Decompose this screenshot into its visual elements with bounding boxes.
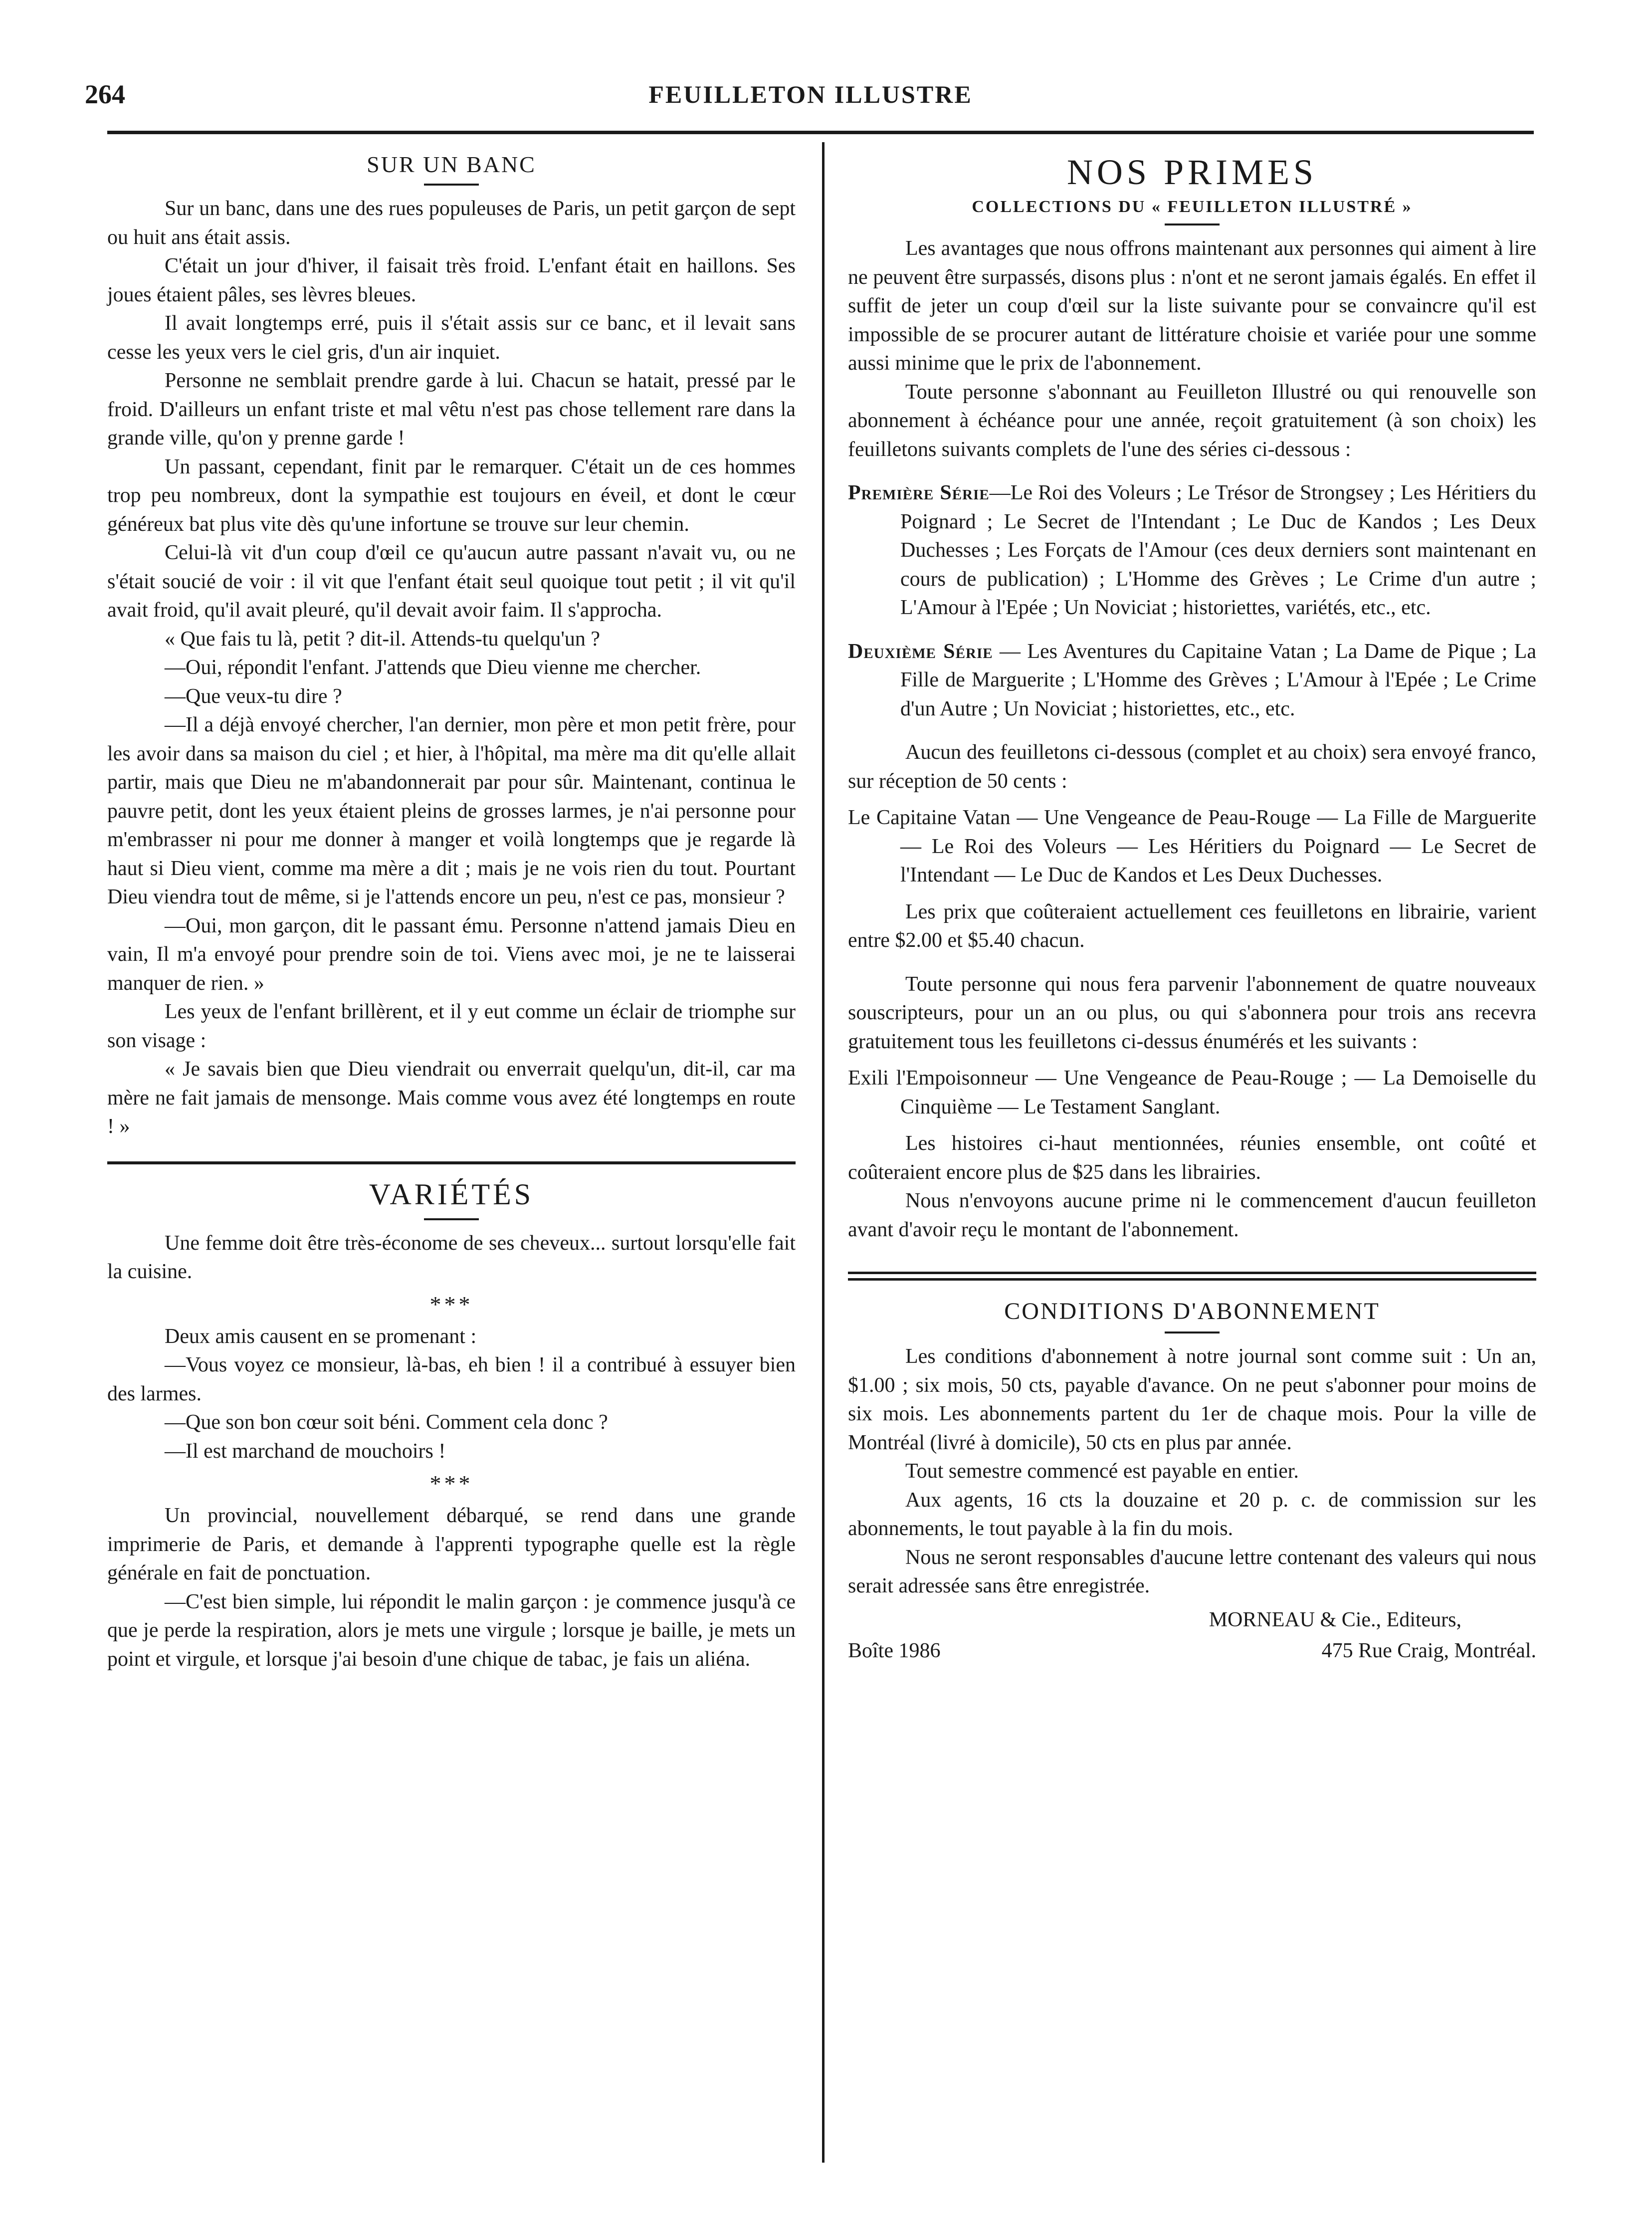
- left-column: [107, 145, 796, 1674]
- title-rule: [424, 1218, 479, 1220]
- title-rule: [424, 184, 479, 186]
- story-paragraph: —Que veux-tu dire ?: [165, 684, 342, 708]
- conditions-paragraph: Les conditions d'abonnement à notre journal sont comme suit : Un an, $1.00 ; six mois, 50 cts, payable d'avance. On ne peut s'abonner pour moins de six mois. Les abonnements partent du 1er de chaque mois. Pour la ville de Montréal (livré à domicile), 50 cts en plus par année.: [848, 1345, 1536, 1454]
- section-rule: [107, 1161, 796, 1164]
- primes-title: NOS PRIMES: [1066, 152, 1318, 192]
- aucune-paragraph: Nous n'envoyons aucune prime ni le commencement d'aucun feuilleton avant d'avoir reçu le montant de l'abonnement.: [848, 1189, 1536, 1241]
- spacer: [848, 623, 1536, 638]
- spacer: [848, 464, 1536, 479]
- intro-paragraph: Les avantages que nous offrons maintenant aux personnes qui aiment à lire ne peuvent être surpassés, disons plus : n'ont et ne seront jamais égalés. En effet il suffit de jeter un coup d'œil sur la liste suivante pour se convaincre qu'il est impossible de se procurer autant de littérature choisie et variée pour une somme aussi minime que le prix de l'abonnement.: [848, 237, 1536, 375]
- spacer: [848, 955, 1536, 970]
- publisher-address: 475 Rue Craig, Montréal.: [1321, 1639, 1536, 1662]
- serie-label: Première Série: [848, 481, 990, 504]
- story-paragraph: Personne ne semblait prendre garde à lui. Chacun se hatait, pressé par le froid. D'ailleurs un enfant triste et mal vêtu n'est pas chose tellement rare dans la grande ville, qu'on y prenne garde !: [107, 369, 796, 449]
- serie-entry: [848, 638, 1536, 724]
- franco-list: Le Capitaine Vatan — Une Vengeance de Peau-Rouge — La Fille de Marguerite — Le Roi des Voleurs — Les Héritiers du Poignard — Le Secret de l'Intendant — Le Duc de Kandos et Les Deux Duchesses.: [848, 806, 1536, 887]
- serie-label: Deuxième Série: [848, 640, 993, 663]
- serie-entry: [848, 479, 1536, 623]
- story-paragraph: Celui-là vit d'un coup d'œil ce qu'aucun autre passant n'avait vu, ou ne s'était soucié de voir : il vit que l'enfant était seul quoique tout petit ; il vit qu'il avait froid, qu'il avait pleuré, qu'il devait avoir faim. Il s'approcha.: [107, 541, 796, 622]
- story-body: [107, 195, 796, 1141]
- story-paragraph: Les yeux de l'enfant brillèrent, et il y eut comme un éclair de triomphe sur son visage :: [107, 1000, 796, 1052]
- title-rule: [1165, 223, 1220, 225]
- varietes-title: VARIÉTÉS: [369, 1177, 534, 1211]
- page-number: 264: [85, 79, 125, 109]
- story-paragraph: —Oui, mon garçon, dit le passant ému. Personne n'attend jamais Dieu en vain, Il m'a envoyé pour prendre soin de toi. Viens avec moi, je ne te laisserai manquer de rien. »: [107, 914, 796, 995]
- story-title: SUR UN BANC: [367, 152, 536, 177]
- varietes-paragraph: —Il est marchand de mouchoirs !: [165, 1439, 446, 1463]
- serie-text: —Le Roi des Voleurs ; Le Trésor de Strongsey ; Les Héritiers du Poignard ; Le Secret de l'Intendant ; Le Duc de Kandos ; Les Deux Duchesses ; Les Forçats de l'Amour (ces deux derniers sont maintenant en cours de publication) ; L'Homme des Grèves ; Le Crime d'un autre ; L'Amour à l'Epée ; Un Noviciat ; historiettes, variétés, etc., etc.: [900, 481, 1536, 619]
- quatre-paragraph: Toute personne qui nous fera parvenir l'abonnement de quatre nouveaux souscripteurs, pour un an ou plus, ou qui s'abonnera pour trois ans recevra gratuitement tous les feuilletons ci-dessus énumérés et les suivants :: [848, 972, 1536, 1053]
- varietes-paragraph: Deux amis causent en se promenant :: [165, 1325, 477, 1348]
- title-rule: [1165, 1332, 1220, 1333]
- spacer: [848, 796, 1536, 804]
- story-paragraph: Un passant, cependant, finit par le remarquer. C'était un de ces hommes trop peu nombreux, dont la sympathie est toujours en éveil, et dont le cœur généreux bat plus vite dès qu'une infortune se trouve sur leur chemin.: [107, 455, 796, 536]
- spacer: [848, 723, 1536, 738]
- varietes-paragraph: —Vous voyez ce monsieur, là-bas, eh bien ! il a contribué à essuyer bien des larmes.: [107, 1353, 796, 1405]
- conditions-title: CONDITIONS D'ABONNEMENT: [1004, 1298, 1380, 1325]
- primes-subtitle: COLLECTIONS DU « FEUILLETON ILLUSTRÉ »: [972, 198, 1413, 216]
- exili-list: Exili l'Empoisonneur — Une Vengeance de Peau-Rouge ; — La Demoiselle du Cinquième — Le Testament Sanglant.: [848, 1067, 1536, 1118]
- running-title: FEUILLETON ILLUSTRE: [648, 80, 973, 108]
- varietes-paragraph: Une femme doit être très-économe de ses cheveux... surtout lorsqu'elle fait la cuisine.: [107, 1231, 796, 1283]
- story-paragraph: Sur un banc, dans une des rues populeuses de Paris, un petit garçon de sept ou huit ans était assis.: [107, 197, 796, 249]
- conditions-paragraph: Tout semestre commencé est payable en entier.: [905, 1460, 1299, 1483]
- spacer: [848, 890, 1536, 898]
- story-paragraph: —Il a déjà envoyé chercher, l'an dernier, mon père et mon petit frère, pour les avoir dans sa maison du ciel ; et hier, à l'hôpital, ma mère ma dit qu'elle allait partir, mais que Dieu ne m'abandonnerait par pour sûr. Maintenant, continua le pauvre petit, dont les yeux étaient pleins de grosses larmes, je n'ai personne pour m'embrasser ni pour me donner à manger et voilà longtemps que je regarde là haut si Dieu vient, comme ma mère a dit ; mais je ne vois rien du tout. Pourtant Dieu viendra tout de même, si je l'attends encore un peu, n'est ce pas, monsieur ?: [107, 713, 796, 908]
- separator-stars: ***: [429, 1291, 473, 1317]
- spacer: [848, 1121, 1536, 1129]
- varietes-paragraph: —C'est bien simple, lui répondit le malin garçon : je commence jusqu'à ce que je perde la respiration, alors je mets une virgule ; lorsque je baille, je mets un point et virgule, et lorsque j'ai besoin d'une chique de tabac, je fais un aliéna.: [107, 1590, 796, 1671]
- story-paragraph: —Oui, répondit l'enfant. J'attends que Dieu vienne me chercher.: [165, 656, 701, 679]
- spacer: [848, 1056, 1536, 1064]
- publisher-name: MORNEAU & Cie., Editeurs,: [1209, 1608, 1461, 1631]
- double-rule: [848, 1272, 1536, 1281]
- page-header: [85, 75, 1536, 115]
- intro-paragraph: Toute personne s'abonnant au Feuilleton Illustré ou qui renouvelle son abonnement à échéance pour une année, reçoit gratuitement (à son choix) les feuilletons suivants complets de l'une des séries ci-dessous :: [848, 380, 1536, 461]
- header-rule: [107, 131, 1534, 134]
- conditions-paragraph: Nous ne seront responsables d'aucune lettre contenant des valeurs qui nous serait adressée sans être enregistrée.: [848, 1546, 1536, 1597]
- story-paragraph: « Que fais tu là, petit ? dit-il. Attends-tu quelqu'un ?: [165, 627, 601, 651]
- varietes-paragraph: —Que son bon cœur soit béni. Comment cela donc ?: [165, 1411, 608, 1434]
- story-paragraph: C'était un jour d'hiver, il faisait très froid. L'enfant était en haillons. Ses joues étaient pâles, ses lèvres bleues.: [107, 254, 796, 306]
- prix-paragraph: Les prix que coûteraient actuellement ces feuilletons en librairie, varient entre $2.00 et $5.40 chacun.: [848, 900, 1536, 952]
- separator-stars: ***: [429, 1471, 473, 1496]
- histoires-paragraph: Les histoires ci-haut mentionnées, réunies ensemble, ont coûté et coûteraient encore plus de $25 dans les librairies.: [848, 1132, 1536, 1184]
- column-divider: [822, 142, 825, 2163]
- varietes-paragraph: Un provincial, nouvellement débarqué, se rend dans une grande imprimerie de Paris, et demande à l'apprenti typographe quelle est la règle générale en fait de ponctuation.: [107, 1504, 796, 1584]
- franco-paragraph: Aucun des feuilletons ci-dessous (complet et au choix) sera envoyé franco, sur réception de 50 cents :: [848, 741, 1536, 793]
- story-paragraph: « Je savais bien que Dieu viendrait ou enverrait quelqu'un, dit-il, car ma mère ne fait jamais de mensonge. Mais comme vous avez été longtemps en route ! »: [107, 1058, 796, 1138]
- conditions-paragraph: Aux agents, 16 cts la douzaine et 20 p. c. de commission sur les abonnements, le tout payable à la fin du mois.: [848, 1488, 1536, 1540]
- serie-text: — Les Aventures du Capitaine Vatan ; La Dame de Pique ; La Fille de Marguerite ; L'Homme des Grèves ; L'Amour à l'Epée ; Le Crime d'un Autre ; Un Noviciat ; historiettes, etc., etc.: [900, 640, 1536, 720]
- story-paragraph: Il avait longtemps erré, puis il s'était assis sur ce banc, et il levait sans cesse les yeux vers le ciel gris, d'un air inquiet.: [107, 312, 796, 364]
- right-column: [848, 150, 1536, 1666]
- publisher-signature: [848, 1606, 1536, 1666]
- postal-box: Boîte 1986: [848, 1639, 941, 1662]
